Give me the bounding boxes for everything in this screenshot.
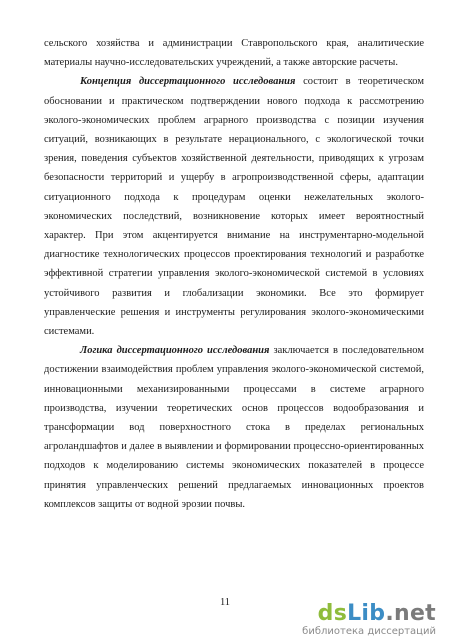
concept-text: состоит в теоретическом обосновании и практическом подтверждении нового подхода к рассмотрению эколого-экономических проблем аграрного производства с позиции изучения ситуаций, возникающих в результате нерационального, с экологической точки зрения, поведения субъектов хозяйственной деятельности, приводящих к угрозам безопасности территорий и ущербу в агропроизводственной сферы, адаптации ситуационного подхода к процедурам оценки нежелательных эколого-экономических последствий, возникновение которых имеет вероятностный характер. При этом акцентируется внимание на инструментарно-модельной диагностике технологических процессов проектирования технологий и разработке эффективной стратегии управления эколого-экономической системой в условиях устойчивого развития и глобализации экономики. Все это формирует управленческие решения и инструменты регулирования эколого-экономическими системами.	[44, 76, 424, 338]
logic-text: заключается в последовательном достижении взаимодействия проблем управления эколого-экономической системой, инновационными механизированными процессами в системе аграрного производства, изучении теоретических основ процессов водообразования и трансформации вод поверхностного стока в пределах региональных агроландшафтов и далее в выявлении и формировании процессно-ориентированных подходов к моделированию системы экономических показателей в процессе принятия управленческих решений предлагаемых инновационных проектов комплексов защиты от водной эрозии почвы.	[44, 345, 424, 510]
watermark-subtitle: библиотека диссертаций	[302, 626, 436, 637]
body-text	[44, 34, 424, 514]
paragraph-logic	[44, 341, 424, 514]
paragraph-concept	[44, 72, 424, 341]
page-number: 11	[219, 597, 231, 608]
logic-heading: Логика диссертационного исследования	[80, 345, 270, 357]
logo-net: .net	[385, 601, 436, 626]
dslib-logo	[302, 603, 436, 625]
logo-ds: ds	[317, 601, 348, 626]
concept-heading: Концепция диссертационного исследования	[80, 76, 296, 88]
paragraph-sources: сельского хозяйства и администрации Ставропольского края, аналитические материалы научно-исследовательских учреждений, а также авторские расчеты.	[44, 38, 424, 69]
logo-lib: Lib	[347, 601, 386, 626]
dslib-watermark	[302, 603, 436, 637]
